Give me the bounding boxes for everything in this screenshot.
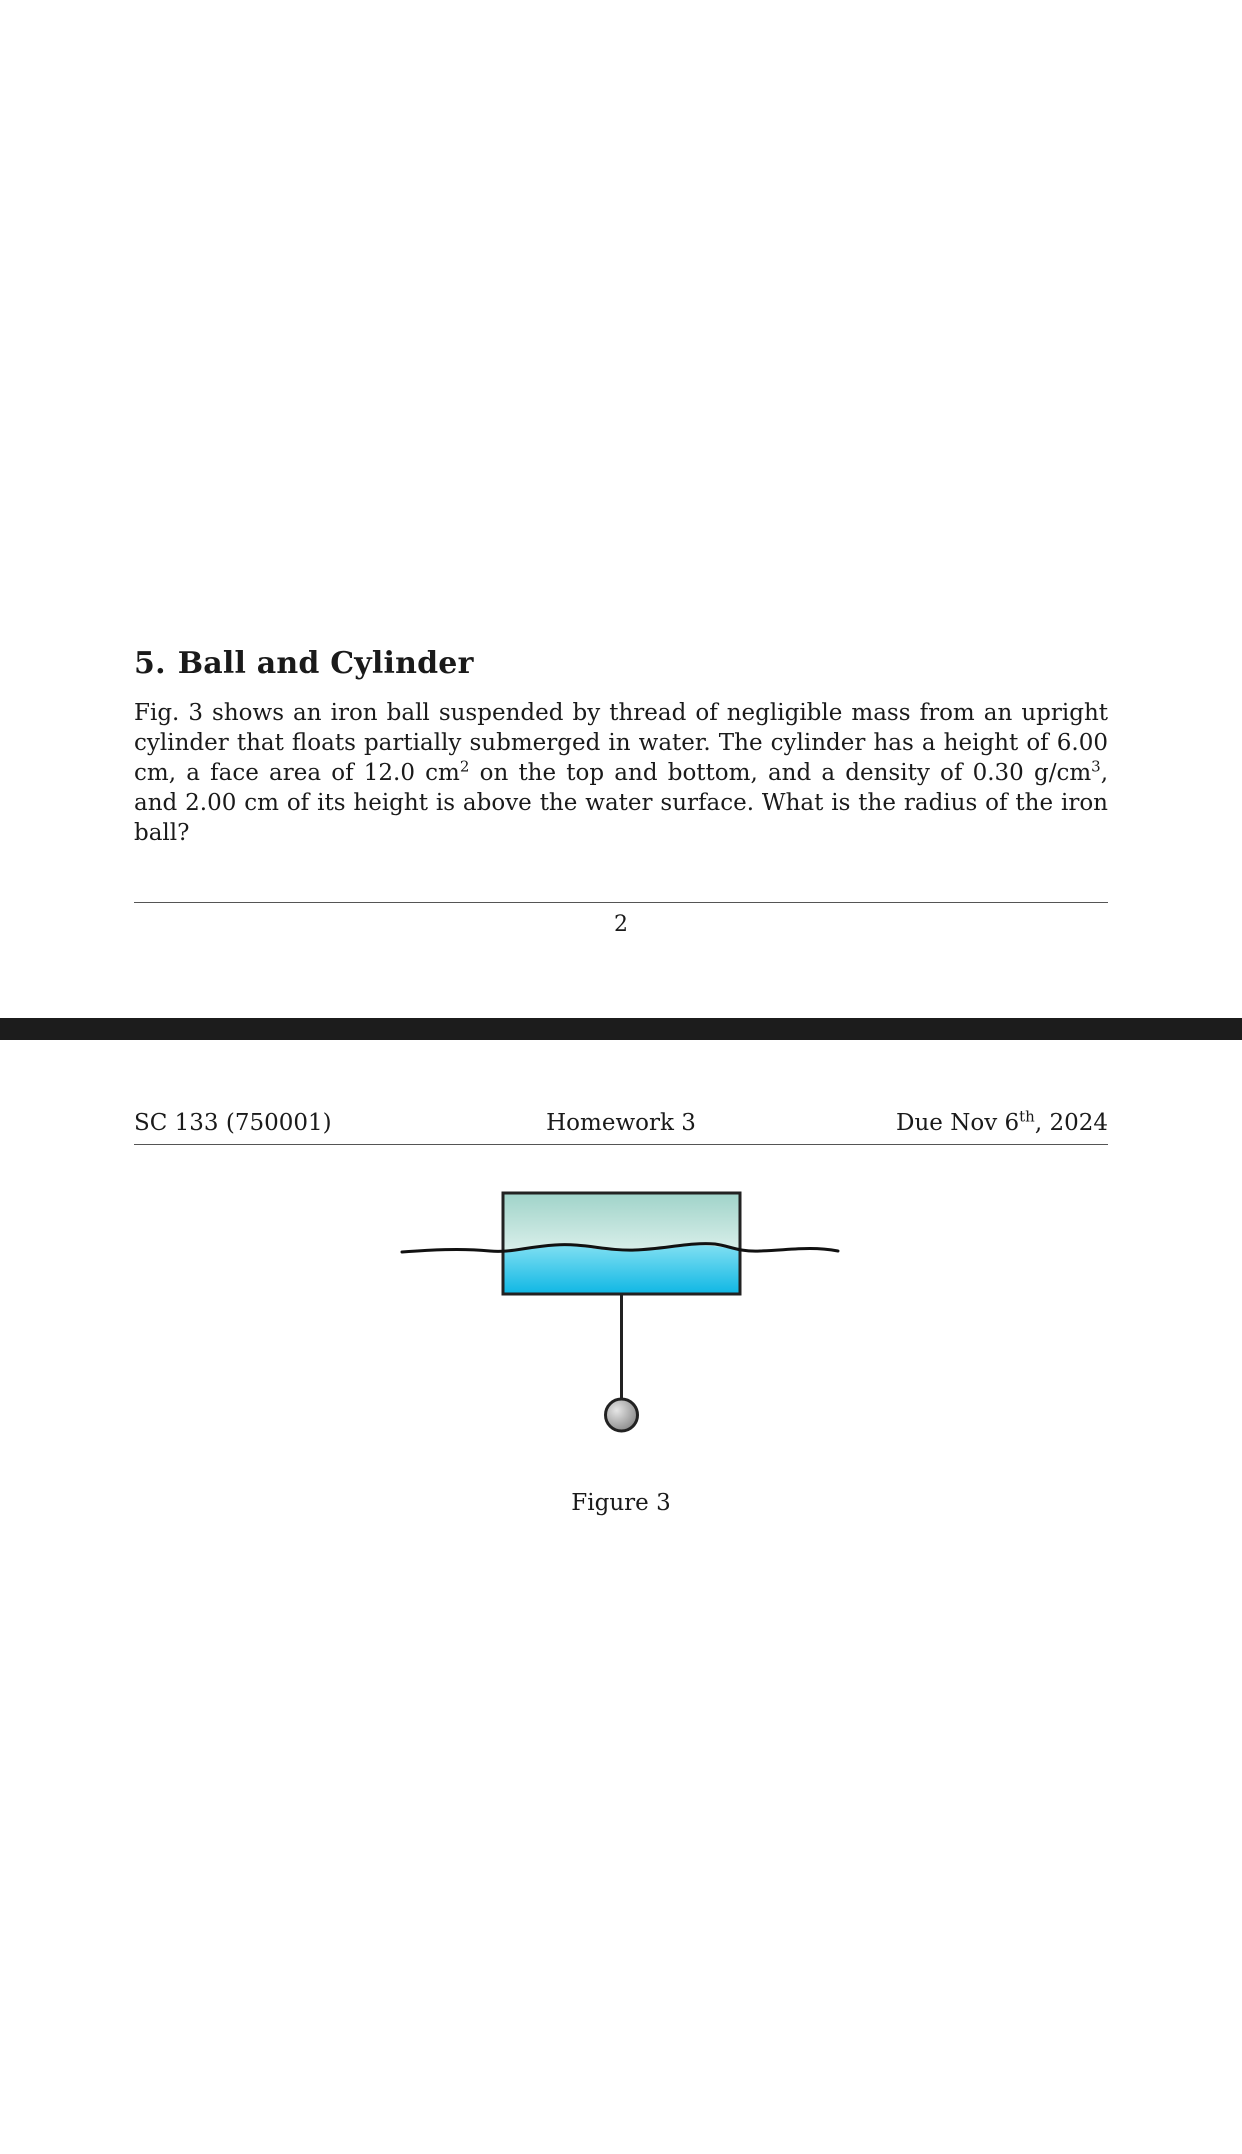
superscript-squared: 2	[459, 757, 470, 776]
section-heading	[134, 646, 474, 681]
course-code: SC 133 (750001)	[134, 1110, 332, 1136]
problem-text-part-2: on the top and bottom, and a density of 0.30 g/cm	[469, 760, 1092, 786]
figure-3-diagram	[0, 1180, 1242, 1480]
assignment-title: Homework 3	[546, 1110, 696, 1136]
page-separator	[0, 1018, 1242, 1040]
section-title: Ball and Cylinder	[177, 646, 474, 681]
problem-text-part-1: Fig. 3 shows an iron ball suspended by thread of negligible mass from an upright cylinder that floats partially submerged in water. The cylinder has a height of 6.00 cm, a face area of 12.0 cm	[134, 700, 1108, 786]
section-number: 5.	[134, 646, 166, 681]
due-date	[896, 1107, 1108, 1136]
superscript-cubed: 3	[1091, 757, 1101, 776]
due-date-prefix: Due Nov 6	[896, 1110, 1020, 1136]
figure-caption: Figure 3	[571, 1490, 671, 1516]
problem-statement	[134, 698, 1108, 848]
page-number: 2	[614, 912, 628, 937]
page-two-of-document	[0, 0, 1242, 1018]
problem-text-part-3: , and 2.00 cm of its height is above the water surface. What is the radius of the iron ball?	[134, 760, 1108, 846]
running-header	[134, 1107, 1108, 1145]
cylinder-below-water	[503, 1245, 740, 1294]
iron-ball	[606, 1399, 638, 1431]
footer-rule	[134, 902, 1108, 903]
due-date-ordinal: th	[1019, 1107, 1035, 1126]
due-date-suffix: , 2024	[1034, 1110, 1108, 1136]
